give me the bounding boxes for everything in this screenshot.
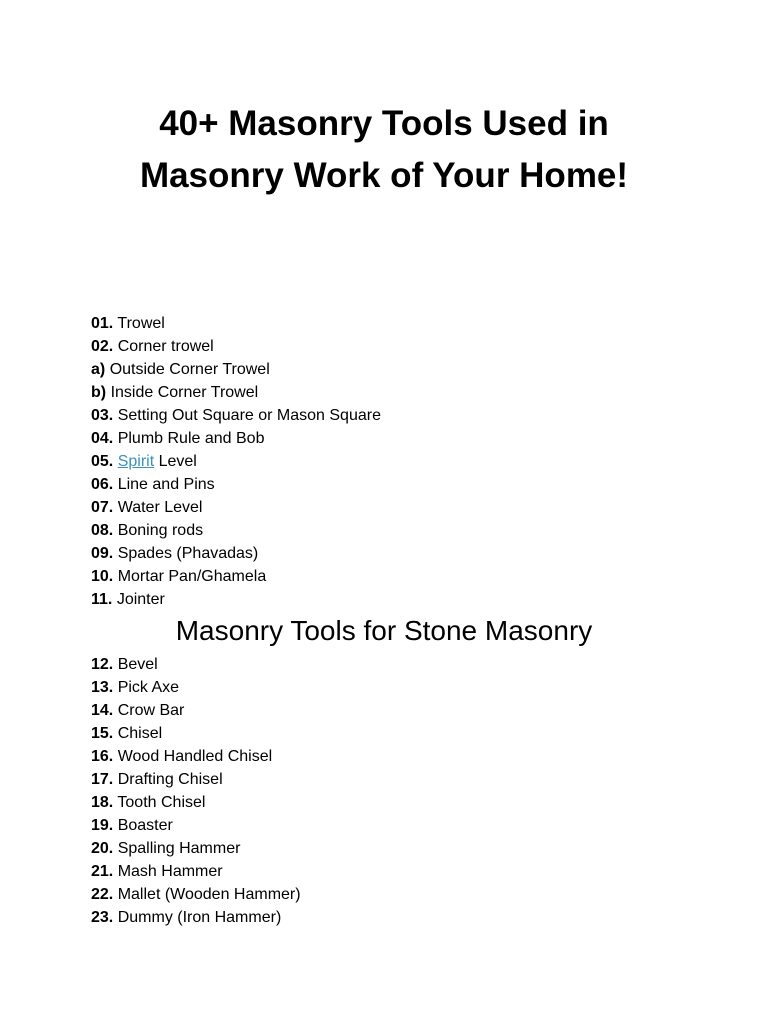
item-text: Crow Bar — [117, 702, 185, 719]
item-text: Level — [158, 453, 197, 470]
item-text: Chisel — [117, 725, 163, 742]
list-item — [91, 565, 381, 588]
list-item — [91, 542, 381, 565]
item-text: Jointer — [116, 591, 165, 608]
item-number: 09. — [91, 545, 114, 562]
list-item — [91, 676, 301, 699]
list-item — [91, 588, 381, 611]
page-title — [0, 98, 768, 202]
list-item — [91, 450, 381, 473]
item-text: Outside Corner Trowel — [109, 361, 270, 378]
list-item — [91, 722, 301, 745]
list-item — [91, 745, 301, 768]
item-number: 14. — [91, 702, 114, 719]
item-number: 18. — [91, 794, 114, 811]
list-item — [91, 312, 381, 335]
list-item — [91, 814, 301, 837]
item-text: Line and Pins — [117, 476, 215, 493]
item-number: 11. — [91, 591, 113, 608]
list-item — [91, 381, 381, 404]
item-number: 08. — [91, 522, 114, 539]
item-text: Tooth Chisel — [117, 794, 206, 811]
item-number: 07. — [91, 499, 114, 516]
item-number: 05. — [91, 453, 114, 470]
item-number: 15. — [91, 725, 114, 742]
item-text: Inside Corner Trowel — [110, 384, 259, 401]
item-number: 21. — [91, 863, 114, 880]
item-number: 02. — [91, 338, 114, 355]
spirit-link[interactable]: Spirit — [117, 453, 155, 470]
item-text: Water Level — [117, 499, 203, 516]
item-number: 20. — [91, 840, 114, 857]
list-item — [91, 358, 381, 381]
item-number: 22. — [91, 886, 114, 903]
item-text: Corner trowel — [117, 338, 214, 355]
list-item — [91, 653, 301, 676]
item-text: Mallet (Wooden Hammer) — [117, 886, 301, 903]
list-item — [91, 496, 381, 519]
item-text: Pick Axe — [117, 679, 180, 696]
list-item — [91, 837, 301, 860]
item-text: Mash Hammer — [117, 863, 223, 880]
item-number: 03. — [91, 407, 114, 424]
item-text: Spalling Hammer — [117, 840, 241, 857]
list-item — [91, 699, 301, 722]
tools-list-general — [91, 312, 381, 611]
list-item — [91, 883, 301, 906]
item-number: 04. — [91, 430, 114, 447]
item-text: Plumb Rule and Bob — [117, 430, 265, 447]
item-text: Bevel — [117, 656, 158, 673]
item-text: Drafting Chisel — [117, 771, 223, 788]
title-line-2: Masonry Work of Your Home! — [139, 156, 629, 195]
item-number: 19. — [91, 817, 114, 834]
item-number: 16. — [91, 748, 114, 765]
list-item — [91, 768, 301, 791]
list-item — [91, 519, 381, 542]
item-number: 12. — [91, 656, 114, 673]
list-item — [91, 473, 381, 496]
section-heading: Masonry Tools for Stone Masonry — [175, 615, 593, 646]
item-text: Boaster — [117, 817, 173, 834]
list-item — [91, 860, 301, 883]
item-number: 10. — [91, 568, 114, 585]
item-number: 06. — [91, 476, 114, 493]
list-item — [91, 791, 301, 814]
list-item — [91, 427, 381, 450]
item-number: 23. — [91, 909, 114, 926]
item-number: a) — [91, 361, 106, 378]
item-number: 01. — [91, 315, 114, 332]
tools-list-stone-masonry — [91, 653, 301, 929]
item-text: Spades (Phavadas) — [117, 545, 259, 562]
item-text: Mortar Pan/Ghamela — [117, 568, 267, 585]
list-item — [91, 906, 301, 929]
title-line-1: 40+ Masonry Tools Used in — [159, 104, 609, 143]
list-item — [91, 404, 381, 427]
item-text: Trowel — [117, 315, 165, 332]
item-text: Dummy (Iron Hammer) — [117, 909, 282, 926]
item-text: Boning rods — [117, 522, 204, 539]
item-text: Setting Out Square or Mason Square — [117, 407, 381, 424]
item-number: 17. — [91, 771, 114, 788]
item-number: b) — [91, 384, 107, 401]
list-item — [91, 335, 381, 358]
item-number: 13. — [91, 679, 114, 696]
item-text: Wood Handled Chisel — [117, 748, 273, 765]
